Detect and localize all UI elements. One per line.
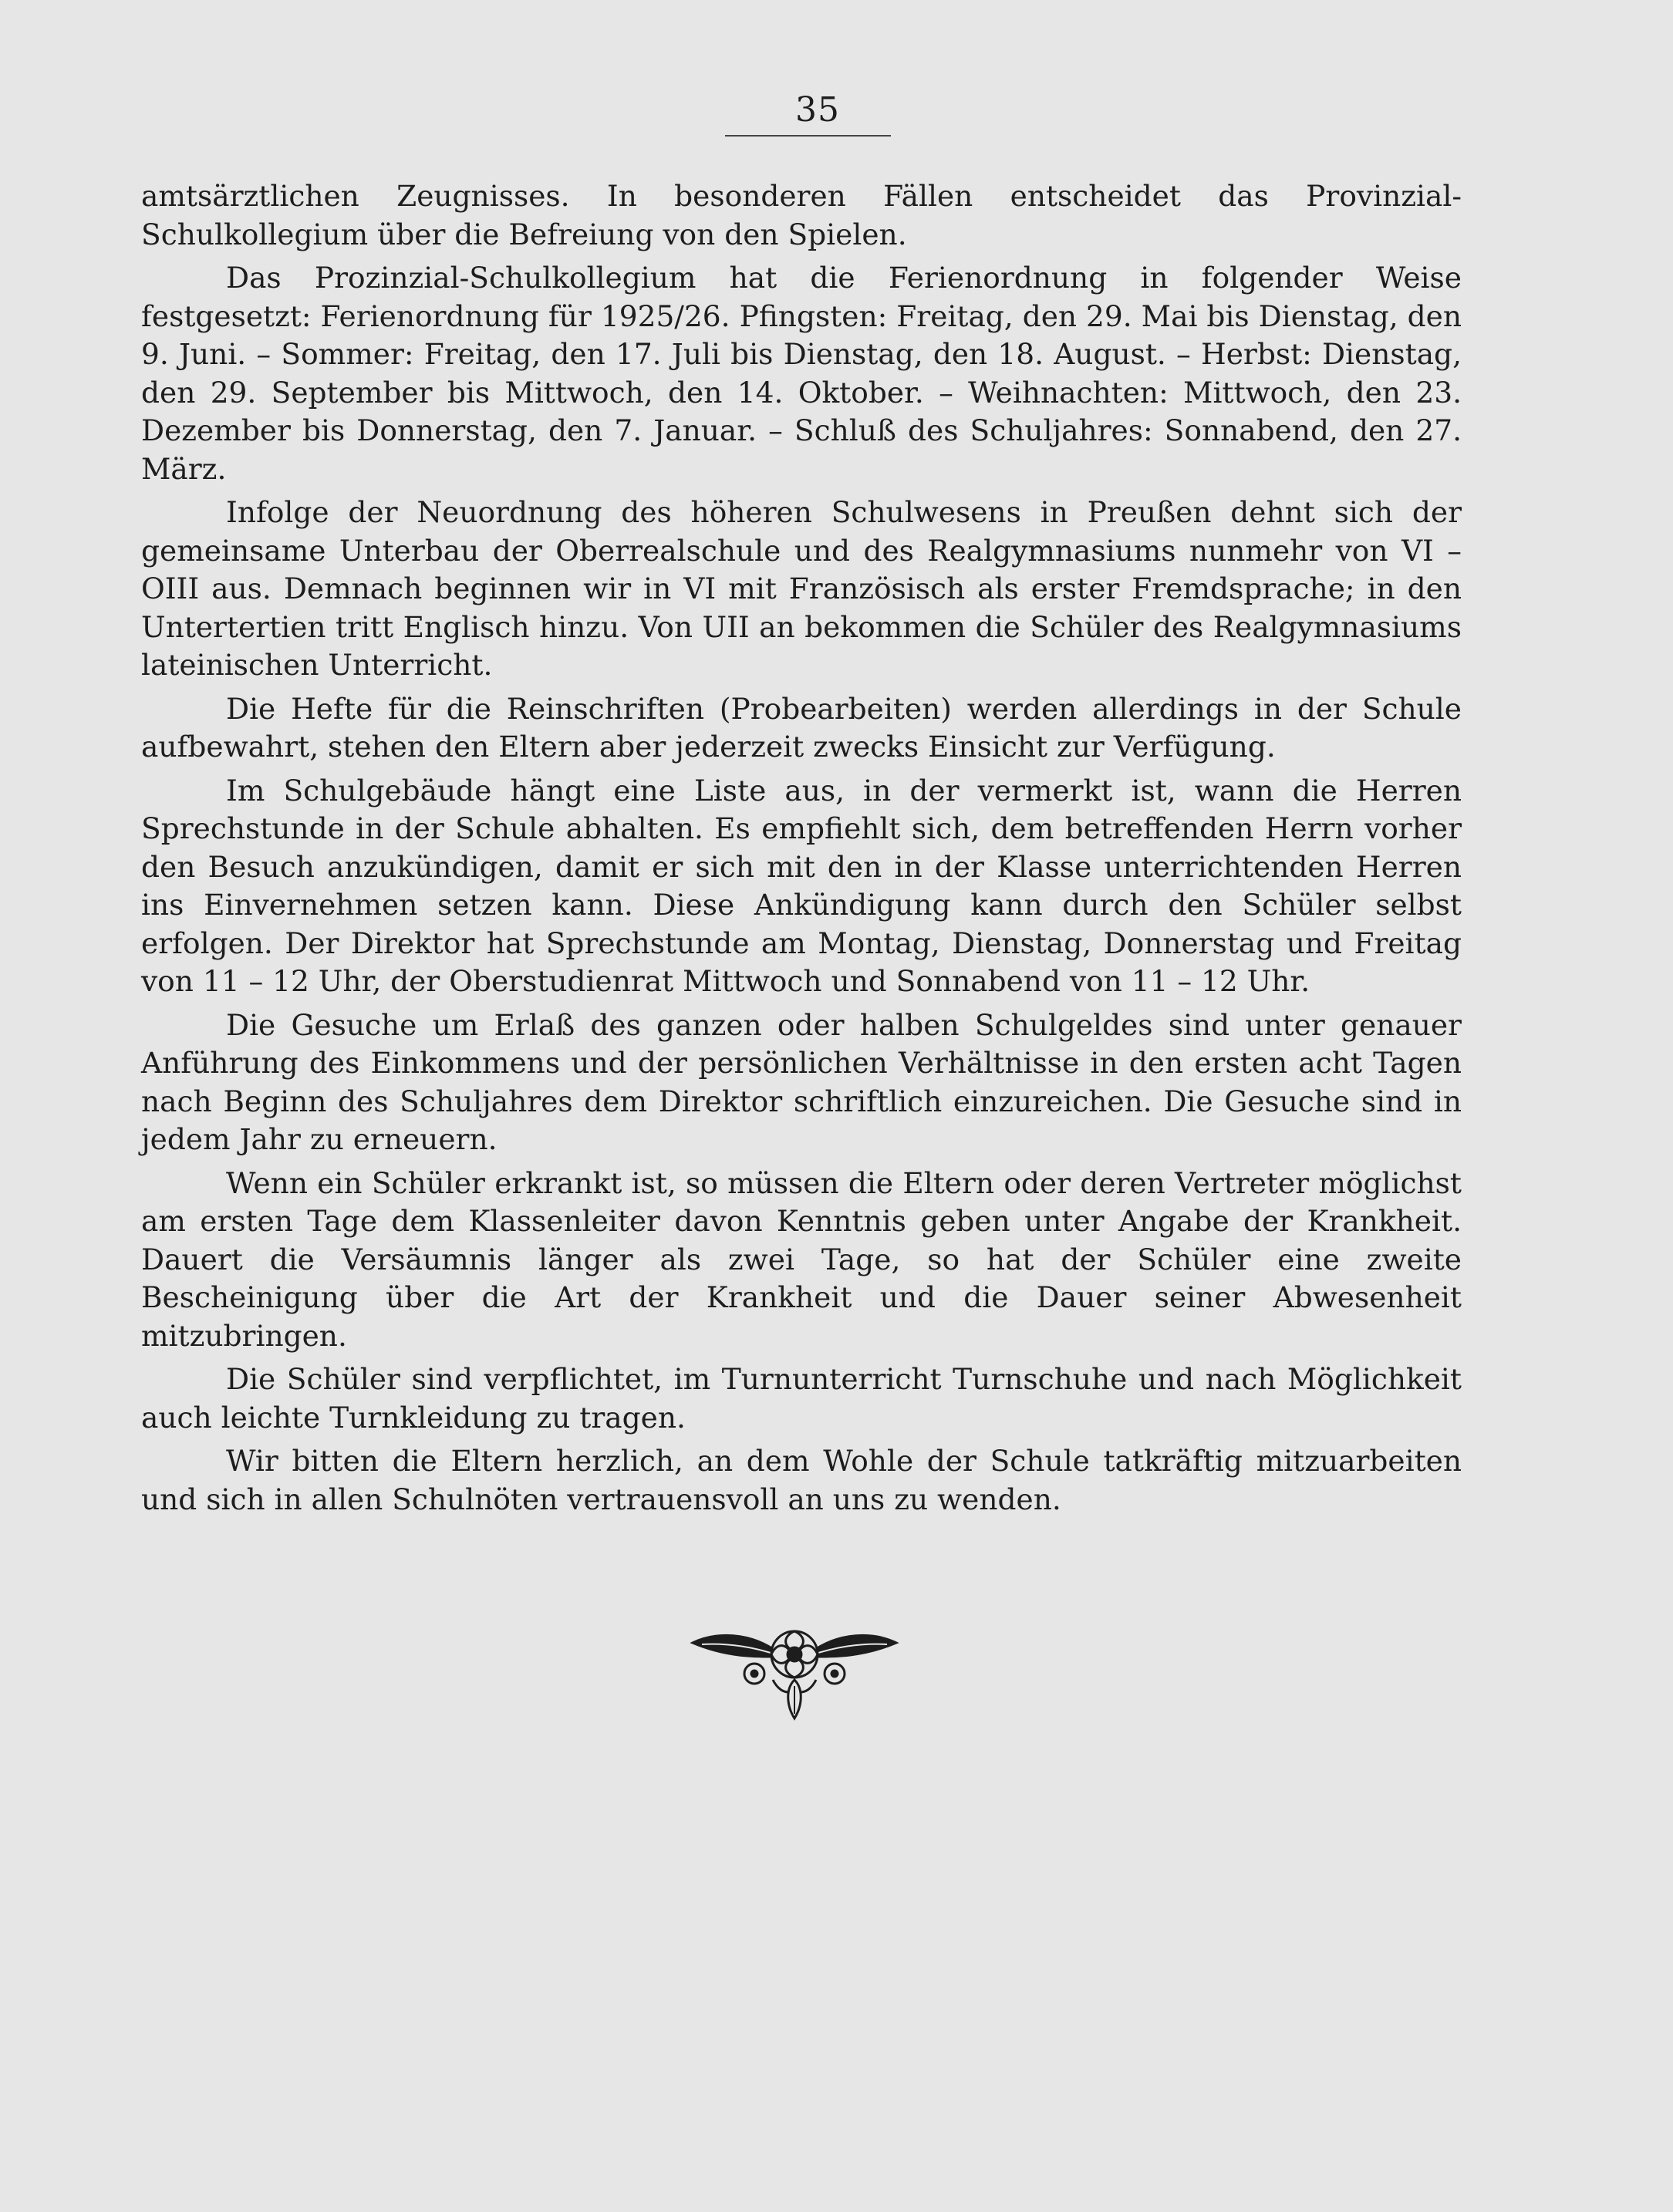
page-number: 35 <box>795 90 840 130</box>
paragraph: Wir bitten die Eltern herzlich, an dem Wohle der Schule tatkräftig mitzuarbeiten und sich in allen Schulnöten vertrauensvoll an uns zu wenden. <box>141 1444 1462 1516</box>
body-text <box>141 177 1462 1524</box>
paragraph: Im Schulgebäude hängt eine Liste aus, in der vermerkt ist, wann die Herren Sprechstunde in der Schule abhalten. Es empfiehlt sich, dem betreffenden Herrn vorher den Besuch anzukündigen, damit er sich mit den in der Klasse unterrichtenden Herren ins Einvernehmen setzen kann. Diese Ankündigung kann durch den Schüler selbst erfolgen. Der Direktor hat Sprechstunde am Montag, Dienstag, Donnerstag und Freitag von 11 – 12 Uhr, der Oberstudienrat Mittwoch und Sonnabend von 11 – 12 Uhr. <box>141 773 1462 998</box>
paragraph: Das Prozinzial-Schulkollegium hat die Ferienordnung in folgender Weise festgesetzt: Ferienordnung für 1925/26. Pfingsten: Freitag, den 29. Mai bis Dienstag, den 9. Juni. – Sommer: Freitag, den 17. Juli bis Dienstag, den 18. August. – Herbst: Dienstag, den 29. September bis Mittwoch, den 14. Oktober. – Weihnachten: Mittwoch, den 23. Dezember bis Donnerstag, den 7. Januar. – Schluß des Schuljahres: Sonnabend, den 27. März. <box>141 261 1462 486</box>
paragraph: Die Gesuche um Erlaß des ganzen oder halben Schulgeldes sind unter genauer Anführung des Einkommens und der persönlichen Verhältnisse in den ersten acht Tagen nach Beginn des Schuljahres dem Direktor schriftlich einzureichen. Die Gesuche sind in jedem Jahr zu erneuern. <box>141 1007 1462 1156</box>
floral-ornament-icon <box>686 1612 902 1724</box>
paragraph: Infolge der Neuordnung des höheren Schulwesens in Preußen dehnt sich der gemeinsame Unterbau der Oberrealschule und des Realgymnasiums nunmehr von VI – OIII aus. Demnach beginnen wir in VI mit Französisch als erster Fremdsprache; in den Untertertien tritt Englisch hinzu. Von UII an bekommen die Schüler des Realgymnasiums lateinischen Unterricht. <box>141 495 1462 682</box>
paragraph: Die Schüler sind verpflichtet, im Turnunterricht Turnschuhe und nach Möglichkeit auch leichte Turnkleidung zu tragen. <box>141 1362 1462 1435</box>
paragraph: Wenn ein Schüler erkrankt ist, so müssen die Eltern oder deren Vertreter möglichst am ersten Tage dem Klassenleiter davon Kenntnis geben unter Angabe der Krankheit. Dauert die Versäumnis länger als zwei Tage, so hat der Schüler eine zweite Bescheinigung über die Art der Krankheit und die Dauer seiner Abwesenheit mitzubringen. <box>141 1165 1462 1353</box>
header-rule <box>725 135 891 137</box>
paragraph: amtsärztlichen Zeugnisses. In besonderen Fällen entscheidet das Provinzial-Schulkollegium über die Befreiung von den Spielen. <box>141 179 1462 251</box>
paragraph: Die Hefte für die Reinschriften (Probearbeiten) werden allerdings in der Schule aufbewahrt, stehen den Eltern aber jederzeit zwecks Einsicht zur Verfügung. <box>141 691 1462 764</box>
